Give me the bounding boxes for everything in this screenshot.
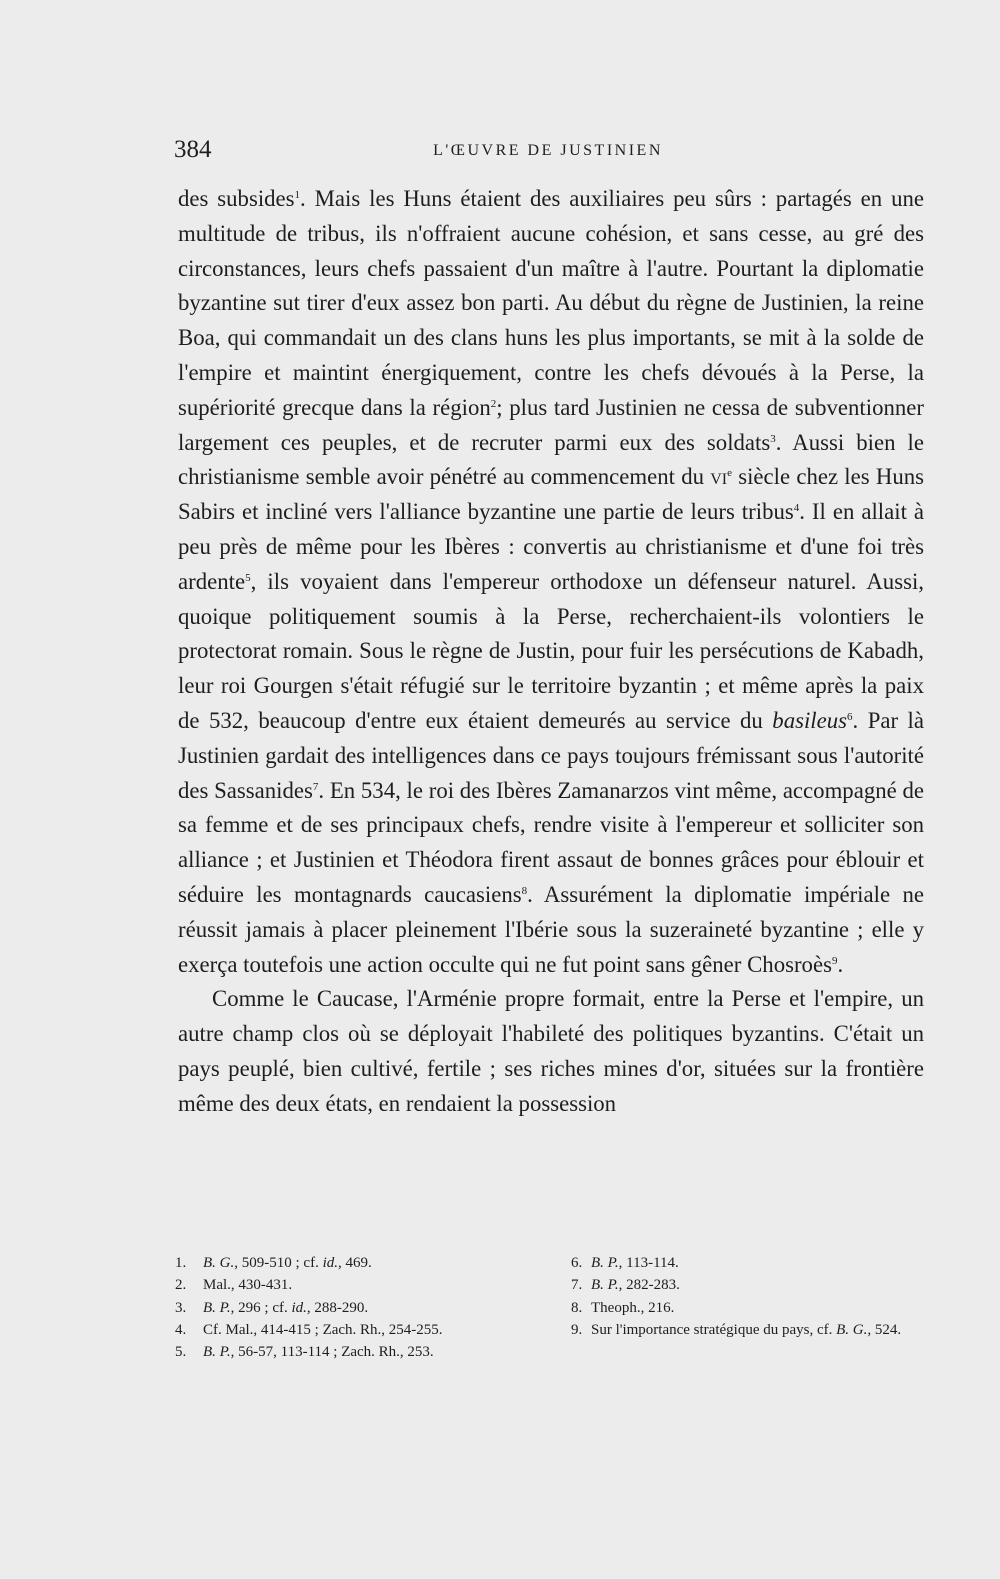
- footnote-number: 9.: [571, 1321, 583, 1338]
- footnote-number: 8.: [571, 1299, 583, 1316]
- text-run: . Aussi bien le christianisme semble avoir pénétré au commencement du: [178, 429, 924, 490]
- text-run: , 113-114.: [618, 1255, 679, 1271]
- footnotes-right-column: [571, 1252, 925, 1341]
- running-head: L'ŒUVRE DE JUSTINIEN: [433, 142, 663, 159]
- footnote-number: 4.: [175, 1321, 187, 1338]
- text-run: des subsides: [178, 186, 295, 211]
- page-header: [172, 136, 924, 166]
- text-run: ; plus tard Justinien ne cessa de subventionner largement ces peuples, et de recruter parmi eux des soldats: [178, 394, 924, 455]
- footnote-number: 5.: [175, 1344, 187, 1361]
- italic-text: basileus: [772, 707, 848, 733]
- footnote-reference: 9: [831, 954, 838, 967]
- text-run: , 524.: [867, 1321, 902, 1338]
- text-run: . Il en allait à peu près de même pour les Ibères : convertis au christianisme et d'une foi très ardente: [178, 499, 924, 594]
- footnote-reference: 7: [312, 780, 319, 793]
- footnote: [571, 1319, 925, 1341]
- italic-text: B. G.: [836, 1321, 868, 1338]
- text-run: , 288-290.: [306, 1299, 369, 1316]
- footnote: [175, 1274, 555, 1296]
- footnote-number: 6.: [571, 1255, 583, 1271]
- italic-text: B. P.: [591, 1255, 619, 1271]
- text-run: , 469.: [338, 1255, 372, 1271]
- italic-text: B. P.: [203, 1299, 231, 1316]
- footnote-number: 2.: [175, 1277, 187, 1294]
- footnote-reference: 4: [793, 502, 800, 515]
- paragraph: [178, 982, 924, 1121]
- text-run: . Assurément la diplomatie impériale ne réussit jamais à placer pleinement l'Ibérie sous la suzeraineté byzantine ; elle y exerça toutefois une action occulte qui ne fut point sans gêner Chosroès: [178, 881, 924, 977]
- italic-text: id.: [322, 1255, 338, 1271]
- footnote: [571, 1297, 925, 1319]
- text-run: . Mais les Huns étaient des auxiliaires peu sûrs : partagés en une multitude de tribus, ils n'offraient aucune cohésion, et sans cesse, au gré des circonstances, leurs chefs passaient d'un maître à l'autre. Pourtant la diplomatie byzantine sut tirer d'eux assez bon parti. Au début du règne de Justinien, la reine Boa, qui commandait un des clans huns les plus importants, se mit à la solde de l'empire et maintint énergiquement, contre les chefs dévoués à la Perse, la supériorité grecque dans la région: [178, 186, 924, 420]
- text-run: Comme le Caucase, l'Arménie propre formait, entre la Perse et l'empire, un autre champ clos où se déployait l'habileté des politiques byzantins. C'était un pays peuplé, bien cultivé, fertile ; ses riches mines d'or, situées sur la frontière même des deux états, en rendaient la possession: [178, 986, 924, 1116]
- text-run: Cf. Mal., 414-415 ; Zach. Rh., 254-255.: [203, 1321, 443, 1338]
- text-run: Sur l'importance stratégique du pays, cf.: [591, 1321, 837, 1338]
- page-number: 384: [174, 136, 212, 163]
- footnote-number: 1.: [175, 1255, 187, 1271]
- footnote-reference: 8: [521, 884, 528, 897]
- footnote-reference: 2: [490, 397, 497, 410]
- text-run: . Par là Justinien gardait des intelligences dans ce pays toujours frémissant sous l'autorité des Sassanides: [178, 707, 924, 803]
- text-run: .: [837, 951, 844, 977]
- text-run: , ils voyaient dans l'empereur orthodoxe un défenseur naturel. Aussi, quoique politiquement soumis à la Perse, recherchaient-ils volontiers le protectorat romain. Sous le règne de Justin, pour fuir les persécutions de Kabadh, leur roi Gourgen s'était réfugié sur le territoire byzantin ; et même après la paix de 532, beaucoup d'entre eux étaient demeurés au service du: [178, 568, 924, 733]
- italic-text: B. P.: [203, 1344, 231, 1361]
- text-run: Theoph., 216.: [591, 1299, 675, 1316]
- footnote: [571, 1252, 925, 1274]
- footnote: [571, 1274, 925, 1296]
- footnotes-left-column: [175, 1252, 555, 1363]
- text-run: , 296 ; cf.: [230, 1299, 292, 1316]
- paragraph: [178, 182, 924, 982]
- text-run: , 509-510 ; cf.: [234, 1255, 323, 1271]
- text-run: Mal., 430-431.: [203, 1277, 293, 1294]
- small-caps-text: vi: [710, 464, 728, 490]
- footnote-number: 3.: [175, 1299, 187, 1316]
- footnote-reference: e: [727, 467, 732, 480]
- italic-text: B. G.: [203, 1255, 235, 1271]
- footnote: [175, 1252, 555, 1274]
- footnote: [175, 1341, 555, 1363]
- text-run: , 282-283.: [618, 1277, 680, 1294]
- text-run: , 56-57, 113-114 ; Zach. Rh., 253.: [230, 1344, 434, 1361]
- footnote-reference: 1: [294, 189, 301, 201]
- footnote: [175, 1297, 555, 1319]
- italic-text: id.: [291, 1299, 307, 1316]
- footnote-reference: 3: [770, 432, 776, 445]
- footnote-number: 7.: [571, 1277, 583, 1294]
- footnote-reference: 6: [847, 710, 853, 723]
- italic-text: B. P.: [591, 1277, 619, 1294]
- footnote-reference: 5: [245, 571, 251, 584]
- body-text: [178, 182, 924, 1122]
- footnote: [175, 1319, 555, 1341]
- text-run: . En 534, le roi des Ibères Zamanarzos vint même, accompagné de sa femme et de ses principaux chefs, rendre visite à l'empereur et solliciter son alliance ; et Justinien et Théodora firent assaut de bonnes grâces pour éblouir et séduire les montagnards caucasiens: [178, 777, 924, 907]
- text-run: siècle chez les Huns Sabirs et incliné vers l'alliance byzantine une partie de leurs tribus: [178, 464, 924, 525]
